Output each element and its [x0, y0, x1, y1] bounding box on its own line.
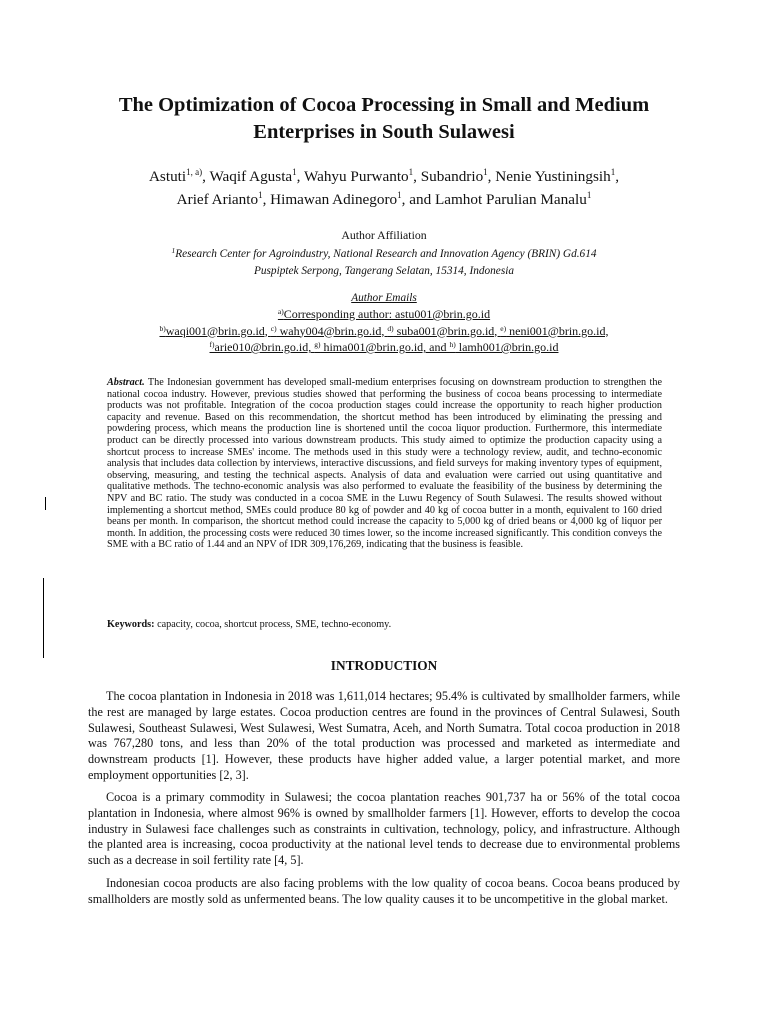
abstract-label: Abstract.	[107, 377, 145, 388]
author-affiliation-marker: 1, a)	[186, 167, 203, 177]
email-address[interactable]: waqi001@brin.go.id,	[165, 323, 271, 338]
email-marker: b)	[159, 323, 166, 333]
author-emails	[60, 306, 708, 356]
intro-paragraph-1: The cocoa plantation in Indonesia in 2018 was 1,611,014 hectares; 95.4% is cultivated by smallholder farmers, while the rest are managed by large estates. Cocoa production centres are found in the provinces of Central Sulawesi, South Sulawesi, Southeast Sulawesi, West Sulawesi, West Sumatra, Aceh, and North Sumatra. Total cocoa production in 2018 was 767,280 tons, and less than 20% of the total production was processed and marketed as intermediate and downstream products [1]. However, these products have higher added value, a larger potential market, and more employment opportunities [2, 3].	[88, 689, 680, 782]
email-address[interactable]: lamh001@brin.go.id	[455, 340, 559, 354]
affiliation-superscript: 1	[171, 246, 176, 255]
email-line-text	[210, 340, 559, 354]
keywords-label: Keywords:	[107, 619, 155, 630]
email-line	[60, 306, 708, 323]
revision-change-bar	[45, 497, 46, 510]
email-address[interactable]: wahy004@brin.go.id,	[276, 323, 388, 338]
email-line-text	[159, 324, 608, 338]
abstract	[107, 377, 662, 551]
title-line-2: Enterprises in South Sulawesi	[253, 121, 515, 143]
emails-heading-text: Author Emails	[351, 292, 417, 304]
email-marker: a)	[277, 307, 284, 316]
author-affiliation-marker: 1	[610, 167, 616, 177]
author-affiliation-marker: 1	[483, 167, 488, 177]
author-affiliation-marker: 1	[408, 167, 414, 177]
author-separator: ,	[262, 191, 271, 208]
author-line-1	[60, 165, 708, 188]
author-affiliation-marker: 1	[397, 190, 402, 200]
title-line-1: The Optimization of Cocoa Processing in Small and Medium	[118, 94, 650, 116]
email-marker: g)	[314, 340, 321, 349]
email-marker: d)	[387, 323, 394, 333]
email-marker: h)	[449, 340, 456, 349]
email-marker: e)	[500, 323, 507, 333]
email-address[interactable]: Corresponding author: astu001@brin.go.id	[283, 307, 491, 321]
emails-heading	[60, 292, 708, 304]
introduction-heading: INTRODUCTION	[330, 658, 438, 673]
author-affiliation-marker: 1	[586, 190, 592, 200]
email-marker: c)	[270, 323, 277, 333]
author-separator: ,	[413, 168, 421, 185]
author-name: Nenie Yustiningsih	[495, 168, 611, 185]
intro-paragraph-2: Cocoa is a primary commodity in Sulawesi; the cocoa plantation reaches 901,737 ha or 56% of the total cocoa plantation in Indonesia, where almost 96% is owned by smallholder farmers [1]. However, efforts to develop the cocoa industry in Sulawesi face challenges such as constraints in cultivation, technology, policy, and infrastructure. Although the planted area is increasing, cocoa productivity at the national level tends to decrease due to environmental problems such as a decrease in soil fertility rate [4, 5].	[88, 790, 680, 868]
email-address[interactable]: hima001@brin.go.id, and	[320, 340, 450, 354]
author-affiliation-marker: 1	[258, 190, 263, 200]
email-line-text	[278, 307, 490, 321]
author-separator: ,	[202, 168, 210, 185]
abstract-text: The Indonesian government has developed small-medium enterprises focusing on downstream production to strengthen the national cocoa industry. However, previous studies showed that performing the business of cocoa beans processing to intermediate products was not profitable. Integration of the cocoa production stages could increase the opportunity to reach higher production capacity and revenue. Based on this recommendation, the shortcut method has been introduced by eliminating the pressing and powdering process, which means the production line is shortened until the cocoa liquor production. Furthermore, this intermediate product can be directly processed into various downstream products. This study aimed to optimize the production capacity using a shortcut process to increase SMEs' income. The methods used in this study were a technology review, audit, and techno-economic analysis that includes data collection by interviews, interactive discussions, and field surveys for making inventory types of equipment, observing, measuring, and testing the technical aspects. Analysis of data and evaluation were carried out using quantitative and qualitative methods. The techno-economic analysis was also performed to evaluate the feasibility of the business by determining the NPV and BC ratio. The study was conducted in a cocoa SME in the Luwu Regency of South Sulawesi. The results showed without implementing a shortcut method, SMEs could produce 80 kg of powder and 40 kg of cocoa butter in a month, equivalent to 160 dried beans per month. In comparison, the shortcut method could increase the capacity to 5,000 kg of dried beans or 4,000 kg of liquor per month. In addition, the processing costs were reduced 30 times lower, so the income increased significantly. This condition conveys the SME with a BC ratio of 1.44 and an NPV of IDR 309,176,269, indicating that the business is feasible.	[107, 377, 662, 551]
email-address[interactable]: suba001@brin.go.id,	[393, 323, 501, 338]
author-name: Lamhot Parulian Manalu	[434, 191, 587, 208]
keywords-text: capacity, cocoa, shortcut process, SME, techno-economy.	[154, 619, 392, 630]
email-address[interactable]: neni001@brin.go.id,	[506, 323, 609, 338]
author-separator: ,	[615, 168, 620, 185]
author-separator: ,	[296, 168, 304, 185]
affiliation-line-2: Puspiptek Serpong, Tangerang Selatan, 15314, Indonesia	[253, 265, 515, 277]
email-line	[60, 323, 708, 340]
author-list	[60, 165, 708, 211]
email-address[interactable]: arie010@brin.go.id,	[214, 340, 315, 354]
author-name: Himawan Adinegoro	[270, 191, 398, 208]
author-name: Subandrio	[420, 168, 484, 185]
affiliation-line-1: Research Center for Agroindustry, National Research and Innovation Agency (BRIN) Gd.614	[175, 248, 597, 260]
author-name: Waqif Agusta	[209, 168, 293, 185]
email-marker: f)	[209, 340, 215, 349]
revision-change-bar	[43, 578, 44, 658]
author-name: Astuti	[148, 168, 187, 185]
author-name: Wahyu Purwanto	[303, 168, 409, 185]
keywords	[107, 619, 662, 630]
affiliation-text	[60, 246, 708, 280]
author-separator: ,	[487, 168, 496, 185]
paper-title	[60, 92, 708, 146]
author-name: Arief Arianto	[176, 191, 259, 208]
affiliation-heading: Author Affiliation	[341, 228, 427, 242]
author-affiliation-marker: 1	[292, 167, 297, 177]
email-line	[60, 339, 708, 356]
author-separator: , and	[401, 191, 435, 208]
intro-paragraph-3: Indonesian cocoa products are also facing problems with the low quality of cocoa beans. Cocoa beans produced by smallholders are mostly sold as unfermented beans. The low quality causes it to be uncompetitive in the global market.	[88, 876, 680, 906]
author-line-2	[60, 188, 708, 211]
